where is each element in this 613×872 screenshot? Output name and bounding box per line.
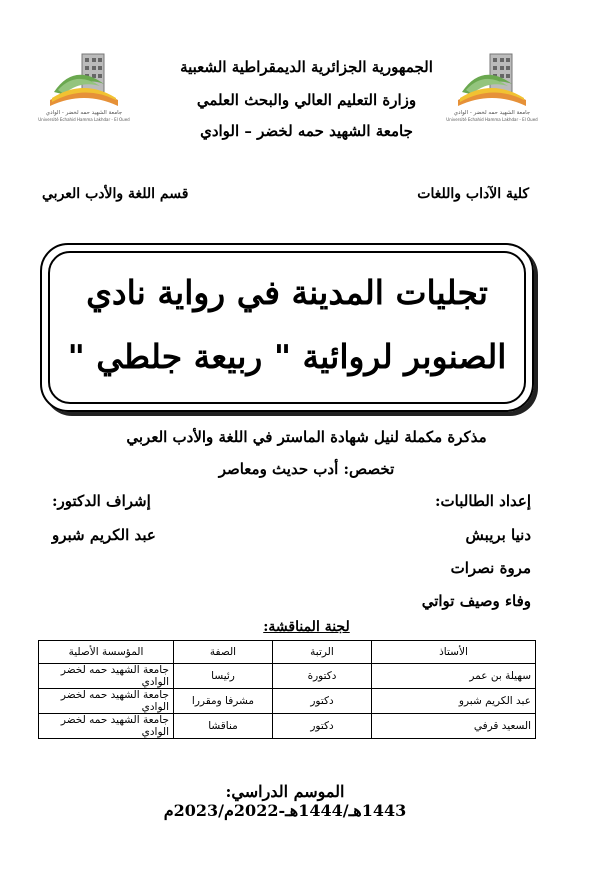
- title-frame-inner: [48, 251, 526, 404]
- table-row: [39, 664, 536, 689]
- table-row: [39, 689, 536, 714]
- header-professor: الأستاذ: [372, 641, 536, 664]
- cell-role: مناقشا: [174, 714, 273, 739]
- cell-professor: عبد الكريم شبرو: [372, 689, 536, 714]
- cell-rank: دكتور: [273, 689, 372, 714]
- department-name: قسم اللغة والأدب العربي: [42, 186, 189, 202]
- cell-institution: جامعة الشهيد حمه لخضر الوادي: [39, 689, 174, 714]
- cell-professor: السعيد قرفي: [372, 714, 536, 739]
- supervisor-name: عبد الكريم شبرو: [52, 526, 156, 544]
- svg-text:جامعة الشهيد حمه لخضر - الوادي: جامعة الشهيد حمه لخضر - الوادي: [45, 110, 123, 116]
- header-institution: المؤسسة الأصلية: [39, 641, 174, 664]
- cell-professor: سهيلة بن عمر: [372, 664, 536, 689]
- svg-text:جامعة الشهيد حمه لخضر - الوادي: جامعة الشهيد حمه لخضر - الوادي: [453, 110, 531, 116]
- cell-rank: دكتور: [273, 714, 372, 739]
- student-name-3: وفاء وصيف تواتي: [421, 592, 531, 610]
- committee-title: لجنة المناقشة:: [263, 619, 350, 635]
- university-name: جامعة الشهيد حمه لخضر – الوادي: [200, 122, 413, 140]
- cell-role: مشرفا ومقررا: [174, 689, 273, 714]
- header-rank: الرتبة: [273, 641, 372, 664]
- university-logo-left: [38, 48, 130, 124]
- cell-institution: جامعة الشهيد حمه لخضر الوادي: [39, 664, 174, 689]
- svg-text:Université Echahid Hamma Lakhd: Université Echahid Hamma Lakhdar - El Oued: [446, 117, 538, 122]
- memo-specialty: تخصص: أدب حديث ومعاصر: [218, 460, 395, 478]
- committee-table: [38, 640, 536, 739]
- thesis-title-line1: تجليات المدينة في رواية نادي: [86, 273, 488, 312]
- cell-role: رئيسا: [174, 664, 273, 689]
- svg-text:Université Echahid Hamma Lakhd: Université Echahid Hamma Lakhdar - El Oued: [38, 117, 130, 122]
- student-name-2: مروة نصرات: [450, 559, 531, 577]
- faculty-name: كلية الآداب واللغات: [417, 186, 529, 202]
- university-logo-left-graphic: [38, 48, 130, 124]
- cell-rank: دكتورة: [273, 664, 372, 689]
- country-name: الجمهورية الجزائرية الديمقراطية الشعبية: [180, 58, 433, 76]
- thesis-title-line2: الصنوبر لروائية " ربيعة جلطي ": [67, 337, 507, 376]
- memo-purpose: مذكرة مكملة لنيل شهادة الماستر في اللغة والأدب العربي: [126, 428, 487, 446]
- students-label: إعداد الطالبات:: [435, 492, 531, 510]
- title-frame: [40, 243, 534, 412]
- supervisor-label: إشراف الدكتور:: [52, 492, 151, 510]
- header-role: الصفة: [174, 641, 273, 664]
- university-logo-right: [446, 48, 538, 124]
- cell-institution: جامعة الشهيد حمه لخضر الوادي: [39, 714, 174, 739]
- table-row: [39, 714, 536, 739]
- committee-header-row: [39, 641, 536, 664]
- student-name-1: دنيا بريبش: [465, 526, 531, 544]
- ministry-name: وزارة التعليم العالي والبحث العلمي: [196, 91, 417, 109]
- university-logo-right-graphic: [446, 48, 538, 124]
- academic-season: الموسم الدراسي: 1443هـ/1444هـ-2022م/2023م: [163, 782, 407, 820]
